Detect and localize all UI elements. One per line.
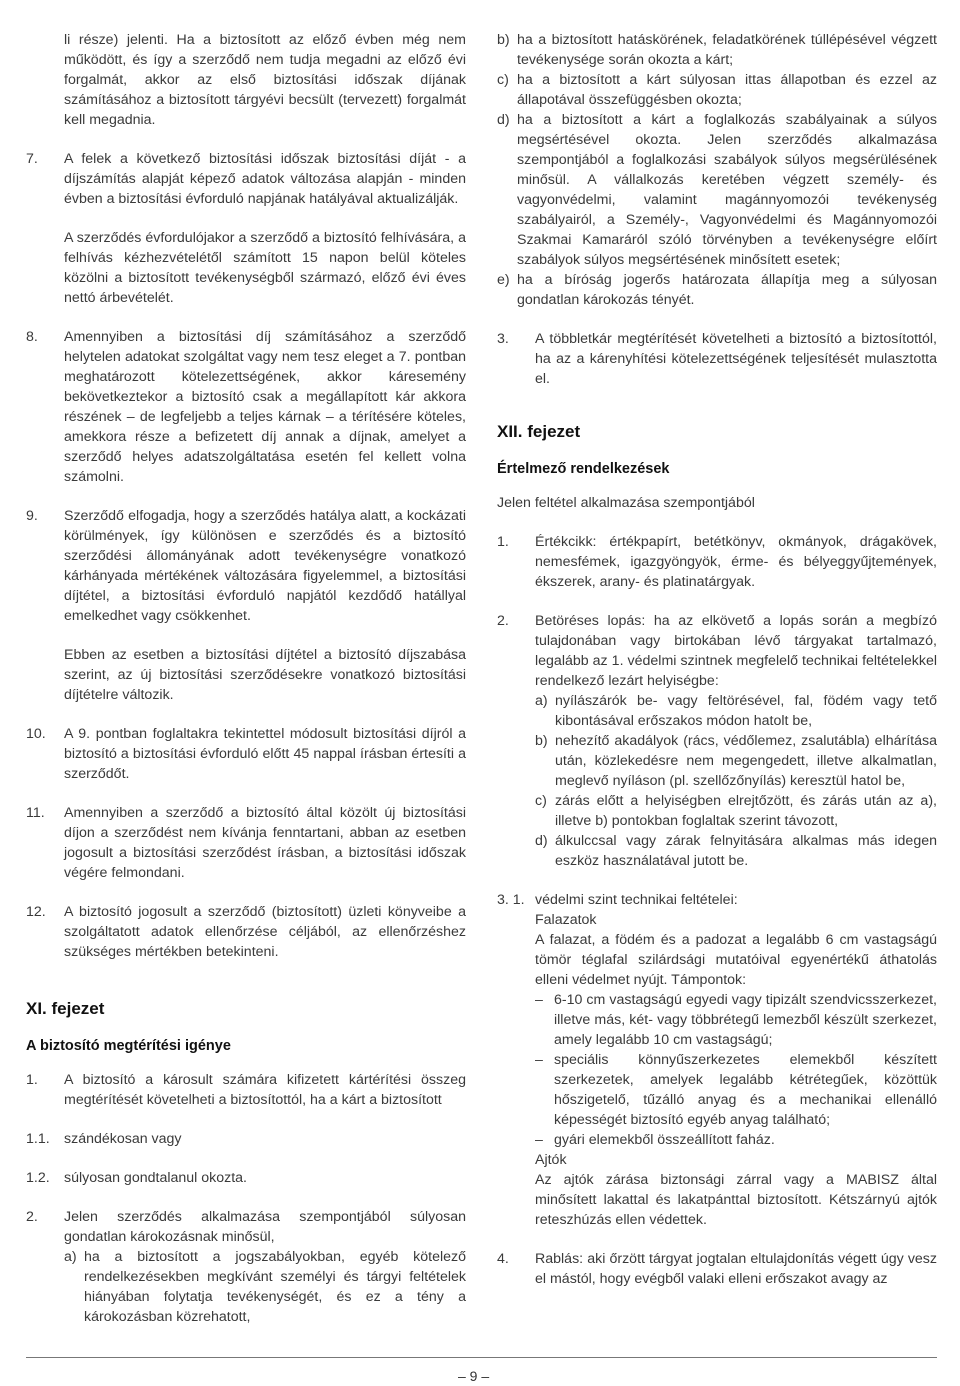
footer-divider — [26, 1357, 937, 1358]
item-number: 8. — [26, 329, 38, 345]
sub-item-text: ha a biztosított a jogszabályokban, egyéb kötelező rendelkezésekben megkívánt személyi és tárgyi feltételek hiányában folytatja tevékenységét, és ez a tény a károkozásban közrehatott, — [84, 1249, 466, 1325]
sub-item-b — [535, 731, 937, 791]
sub-item-text: nehezítő akadályok (rács, védőlemez, zsalutábla) elhárítása után, közlekedésre nem megengedett, illetve alkalmatlan, meglevő nyíláson (pl. szellőzőnyílás) keresztül hatol be, — [555, 733, 937, 789]
falazatok-title: Falazatok — [535, 912, 597, 928]
item-text: Amennyiben a szerződő a biztosító által közölt új biztosítási díjon a szerződést nem kívánja fenntartani, abban az esetben jogosult a biztosítási szerződést írásban, a biztosítási időszak végére felmondani. — [64, 805, 466, 881]
item-text: súlyosan gondtalanul okozta. — [64, 1170, 247, 1186]
item-text: szándékosan vagy — [64, 1131, 182, 1147]
item-text: Amennyiben a biztosítási díj számításához a szerződő helytelen adatokat szolgáltat vagy nem tesz eleget a 7. pontban meghatározott kötelezettségének, akkor káresemény bekövetkeztekor a biztosító csak a megállapított kár akkora részének – de legfeljebb a teljes kárnak – a térítésére köteles, amekkora része a befizetett díj annak a díjnak, amelyet a szerződő helyes adatszolgáltatása esetén fel kellett volna számolni. — [64, 329, 466, 485]
dash-text: speciális könnyűszerkezetes elemekből készített szerkezetek, amelyek legalább kétrétegűek, közöttük hőszigetelő, tűzálló anyag és a mechanikai ellenálló képességét biztosító egyéb anyag található; — [554, 1052, 937, 1128]
item-number: 1.1. — [26, 1131, 50, 1147]
list-item-q2 — [26, 1207, 466, 1247]
sub-item-text: ha a biztosított a kárt a foglalkozás szabályainak a súlyos megsértésével okozta. Jelen szerződés alkalmazása szempontjából a foglalkozási szabályok súlyos megsérülésének minősül. A vállalkozás keretében végzett személy- és vagyonvédelmi, valamint magánnyomozói tevékenység szabályairól, a Személy-, Vagyonvédelmi és Magánnyomozói Szakmai Kamaráról szóló törvényben a tevékenységre előírt szabályok súlyos megsértésének minősített esetek; — [517, 112, 937, 268]
dash-marker: – — [535, 1132, 543, 1148]
sub-item-text: zárás előtt a helyiségben elrejtőzött, és zárás után az a), illetve b) pontokban foglaltak szerint távozott, — [555, 793, 937, 829]
sub-item-label: d) — [497, 112, 510, 128]
sub-item-c — [497, 70, 937, 110]
dash-item-1 — [535, 990, 937, 1050]
dash-text: 6-10 cm vastagságú egyedi vagy tipizált szendvicsszerkezet, illetve más, két- vagy többrétegű lemezből készült szerkezet, amely legalább 10 cm vastagságú; — [554, 992, 937, 1048]
chapter-heading-xii: XII. fejezet — [497, 422, 581, 441]
dash-marker: – — [535, 1052, 543, 1068]
sub-item-label: a) — [64, 1249, 77, 1265]
definition-2 — [497, 611, 937, 691]
list-item-3 — [497, 329, 937, 389]
item-text: A 9. pontban foglaltakra tekintettel módosult biztosítási díjról a biztosító a biztosítási évforduló előtt 45 nappal írásban értesíti a szerződőt. — [64, 726, 466, 782]
list-item-11 — [26, 803, 466, 883]
item-number: 3. — [497, 331, 509, 347]
sub-item-label: c) — [535, 793, 547, 809]
item-number: 2. — [26, 1209, 38, 1225]
sub-item-a — [535, 691, 937, 731]
list-item-12 — [26, 902, 466, 962]
item-text: A biztosító jogosult a szerződő (biztosított) üzleti könyveibe a szolgáltatott adatok ellenőrzése céljából, az ellenőrzéshez szükséges mértékben betekinteni. — [64, 904, 466, 960]
definition-4 — [497, 1249, 937, 1289]
ajtok-title: Ajtók — [535, 1152, 567, 1168]
sub-item-text: ha a biztosított a kárt súlyosan ittas állapotban és ezzel az állapotával összefüggésben okozta; — [517, 72, 937, 108]
intro-text: Jelen feltétel alkalmazása szempontjából — [497, 495, 755, 511]
paragraph-anniversary: A szerződés évfordulójakor a szerződő a biztosító felhívására, a felhívás kézhezvételétől számított 15 napon belül köteles közölni a biztosított tevékenységből származó, előző évi éves nettó árbevételét. — [64, 230, 466, 306]
item-text: Betöréses lopás: ha az elkövető a lopás során a megbízó tulajdonában vagy birtokában lévő tárgyakat tartalmazó, legalább az 1. védelmi szintnek megfelelő technikai feltételekkel rendelkező lezárt helyiségbe: — [535, 613, 937, 689]
ajtok-text: Az ajtók zárása biztonsági zárral vagy a MABISZ által minősített lakattal és lakatpánttal biztosított. Kétszárnyú ajtók reteszhúzás ellen védettek. — [535, 1172, 937, 1228]
sub-item-label: c) — [497, 72, 509, 88]
sub-item-b — [497, 30, 937, 70]
sub-item-label: e) — [497, 272, 510, 288]
item-number: 7. — [26, 151, 38, 167]
sub-item-label: b) — [535, 733, 548, 749]
section-heading: A biztosító megtérítési igénye — [26, 1038, 231, 1054]
paragraph-continuation: li része) jelenti. Ha a biztosított az előző évben még nem működött, és így a szerződő nem tudja megadni az előző évi forgalmát, akkor az első biztosítási időszak díjának számításához a biztosított tárgyévi becsült (tervezett) forgalmát kell megadnia. — [64, 32, 466, 128]
item-number: 2. — [497, 613, 509, 629]
chapter-heading-xi: XI. fejezet — [26, 999, 105, 1018]
dash-item-2 — [535, 1050, 937, 1130]
item-number: 1.2. — [26, 1170, 50, 1186]
sub-item-d — [497, 110, 937, 270]
item-text: védelmi szint technikai feltételei: — [535, 892, 738, 908]
list-item-q1-2 — [26, 1168, 466, 1188]
section-heading: Értelmező rendelkezések — [497, 461, 670, 477]
sub-item-text: nyílászárók be- vagy feltörésével, fal, födém vagy tető kibontásával erőszakos módon hatolt be, — [555, 693, 937, 729]
item-number: 1. — [26, 1072, 38, 1088]
sub-item-text: ha a biztosított hatáskörének, feladatkörének túllépésével végzett tevékenysége során okozta a kárt; — [517, 32, 937, 68]
dash-marker: – — [535, 992, 543, 1008]
sub-item-d — [535, 831, 937, 871]
item-number: 11. — [26, 805, 45, 821]
item-number: 4. — [497, 1251, 509, 1267]
item-text: A többletkár megtérítését követelheti a biztosító a biztosítottól, ha az a kárenyhítési kötelezettségének teljesítését mulasztotta el. — [535, 331, 937, 387]
list-item-9 — [26, 506, 466, 626]
list-item-q1 — [26, 1070, 466, 1110]
item-number: 1. — [497, 534, 509, 550]
definition-1 — [497, 532, 937, 592]
list-item-8 — [26, 327, 466, 487]
item-text: A biztosító a károsult számára kifizetett kártérítési összeg megtérítését követelheti a biztosítottól, ha a kárt a biztosított — [64, 1072, 466, 1108]
right-column — [497, 30, 937, 1289]
left-column — [26, 30, 466, 1327]
item-text: Jelen szerződés alkalmazása szempontjából súlyosan gondatlan károkozásnak minősül, — [64, 1209, 466, 1245]
page-number: – 9 – — [458, 1368, 490, 1384]
list-item-10 — [26, 724, 466, 784]
item-text: Értékcikk: értékpapírt, betétkönyv, okmányok, drágakövek, nemesfémek, igazgyöngyök, érme- és bélyeggyűjtemények, ékszerek, arany- és platinatárgyak. — [535, 534, 937, 590]
sub-item-c — [535, 791, 937, 831]
item-text: Szerződő elfogadja, hogy a szerződés hatálya alatt, a kockázati körülmények, így különösen e szerződés és a biztosító szerződési állományának adott tevékenységre vonatkozó kárhányada mértékének változására figyelemmel, a biztosítási díjtétel, a biztosítási évforduló napjától kezdődő hatállyal emelkedhet vagy csökkenhet. — [64, 508, 466, 624]
falazatok-text: A falazat, a födém és a padozat a legalább 6 cm vastagságú tömör téglafal szilárdsági mutatóival egyenértékű áthatolás elleni védelmet nyújt. Támpontok: — [535, 932, 937, 988]
item-number: 3. 1. — [497, 892, 525, 908]
sub-item-text: álkulccsal vagy zárak felnyitására alkalmas más idegen eszköz használatával jutott be. — [555, 833, 937, 869]
list-item-7 — [26, 149, 466, 209]
item-number: 10. — [26, 726, 46, 742]
sub-item-label: d) — [535, 833, 548, 849]
sub-item-a — [64, 1247, 466, 1327]
item-text: A felek a következő biztosítási időszak biztosítási díját - a díjszámítás alapját képező adatok változása alapján - minden évben a biztosítási évforduló napjának hatályával aktualizálják. — [64, 151, 466, 207]
sub-item-label: b) — [497, 32, 510, 48]
dash-text: gyári elemekből összeállított faház. — [554, 1132, 775, 1148]
sub-item-e — [497, 270, 937, 310]
item-number: 9. — [26, 508, 38, 524]
item-text: Rablás: aki őrzött tárgyat jogtalan eltulajdonítás végett úgy vesz el mástól, hogy evégből valaki elleni erőszakot avagy az — [535, 1251, 937, 1287]
dash-item-3 — [535, 1130, 937, 1150]
sub-item-label: a) — [535, 693, 548, 709]
definition-3-1 — [497, 890, 937, 910]
sub-item-text: ha a bíróság jogerős határozata állapítja meg a súlyosan gondatlan károkozás tényét. — [517, 272, 937, 308]
list-item-q1-1 — [26, 1129, 466, 1149]
item-number: 12. — [26, 904, 46, 920]
paragraph-tariff: Ebben az esetben a biztosítási díjtétel a biztosító díjszabása szerint, az új biztosítási szerződésekre vonatkozó biztosítási díjtételre változik. — [64, 647, 466, 703]
